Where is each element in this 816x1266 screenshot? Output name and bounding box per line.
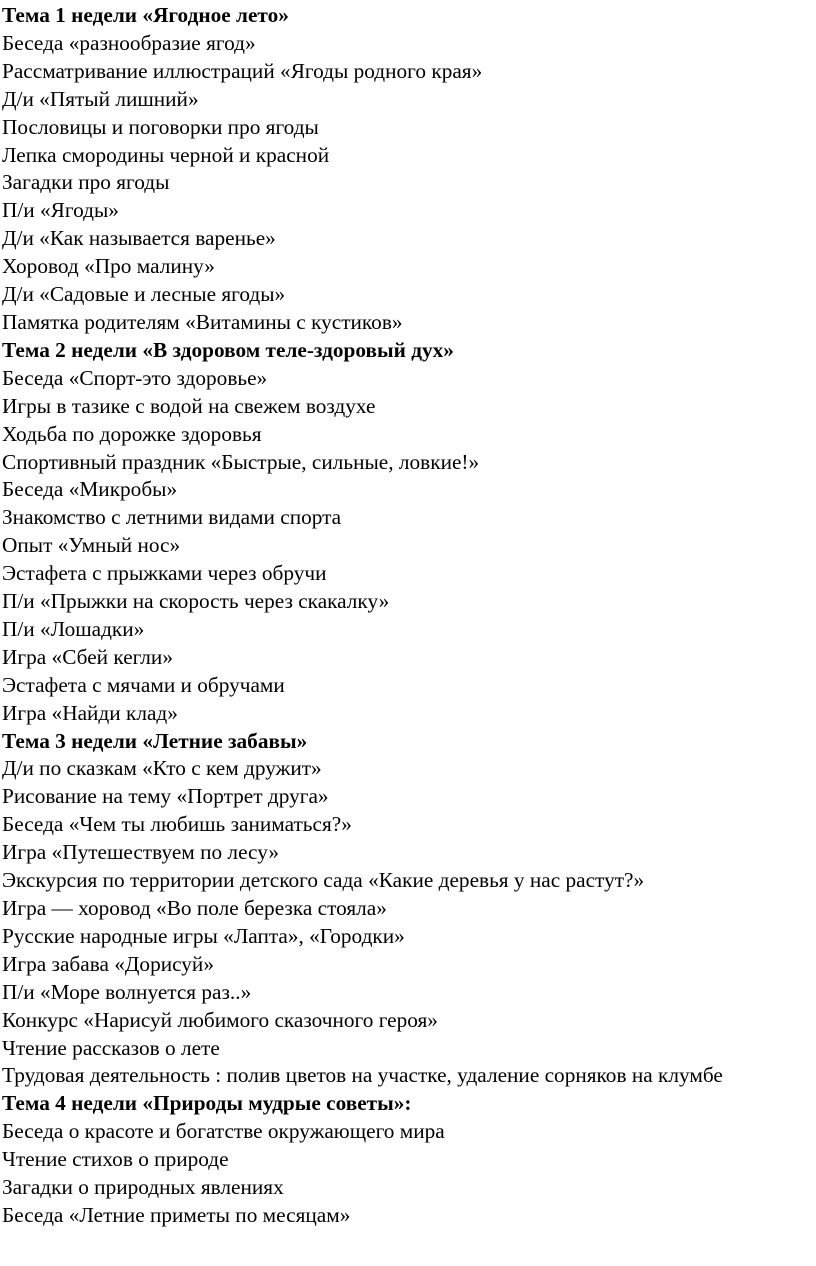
section-2-item-11: Игра «Сбей кегли»: [2, 644, 173, 669]
section-3-item-4: Игра «Путешествуем по лесу»: [2, 840, 280, 865]
section-2-item-1: Беседа «Спорт-это здоровье»: [2, 365, 268, 390]
section-3-item-3: Беседа «Чем ты любишь заниматься?»: [2, 812, 352, 837]
section-4-heading: Тема 4 недели «Природы мудрые советы»:: [2, 1091, 412, 1116]
section-2-item-7: Опыт «Умный нос»: [2, 533, 181, 558]
section-2-item-2: Игры в тазике с водой на свежем воздухе: [2, 393, 376, 418]
section-1-item-11: Памятка родителям «Витамины с кустиков»: [2, 309, 403, 334]
section-3-item-7: Русские народные игры «Лапта», «Городки»: [2, 923, 405, 948]
section-3-item-11: Чтение рассказов о лете: [2, 1035, 220, 1060]
section-1-item-3: Д/и «Пятый лишний»: [2, 86, 199, 111]
section-3-item-2: Рисование на тему «Портрет друга»: [2, 784, 329, 809]
section-4-item-1: Беседа о красоте и богатстве окружающего мира: [2, 1119, 445, 1144]
section-4-item-2: Чтение стихов о природе: [2, 1147, 229, 1172]
section-3-heading: Тема 3 недели «Летние забавы»: [2, 728, 308, 753]
section-3-item-9: П/и «Море волнуется раз..»: [2, 979, 252, 1004]
section-1-heading: Тема 1 недели «Ягодное лето»: [2, 3, 289, 27]
document-body: [2, 2, 814, 1230]
section-1-item-6: Загадки про ягоды: [2, 170, 170, 195]
section-2-item-13: Игра «Найди клад»: [2, 700, 178, 725]
section-2-item-10: П/и «Лошадки»: [2, 616, 145, 641]
section-3-item-8: Игра забава «Дорисуй»: [2, 951, 214, 976]
section-1-item-2: Рассматривание иллюстраций «Ягоды родного края»: [2, 58, 483, 83]
section-1-item-10: Д/и «Садовые и лесные ягоды»: [2, 282, 286, 307]
section-2-item-4: Спортивный праздник «Быстрые, сильные, ловкие!»: [2, 449, 480, 474]
section-2-item-8: Эстафета с прыжками через обручи: [2, 561, 327, 586]
section-1-item-4: Пословицы и поговорки про ягоды: [2, 114, 319, 139]
section-1-item-5: Лепка смородины черной и красной: [2, 142, 330, 167]
section-4-item-3: Загадки о природных явлениях: [2, 1175, 284, 1200]
section-2-item-6: Знакомство с летними видами спорта: [2, 505, 342, 530]
section-2-heading: Тема 2 недели «В здоровом теле-здоровый дух»: [2, 337, 454, 362]
section-4-item-4: Беседа «Летние приметы по месяцам»: [2, 1202, 351, 1227]
section-1-item-1: Беседа «разнообразие ягод»: [2, 30, 256, 55]
section-2-item-5: Беседа «Микробы»: [2, 477, 178, 502]
section-2-item-9: П/и «Прыжки на скорость через скакалку»: [2, 589, 390, 614]
section-3-item-12: Трудовая деятельность : полив цветов на участке, удаление сорняков на клумбе: [2, 1063, 723, 1088]
section-3-item-10: Конкурс «Нарисуй любимого сказочного героя»: [2, 1007, 438, 1032]
section-1-item-8: Д/и «Как называется варенье»: [2, 226, 276, 251]
section-3-item-1: Д/и по сказкам «Кто с кем дружит»: [2, 756, 322, 781]
section-3-item-6: Игра — хоровод «Во поле березка стояла»: [2, 896, 387, 920]
section-1-item-7: П/и «Ягоды»: [2, 198, 119, 223]
section-1-item-9: Хоровод «Про малину»: [2, 254, 215, 279]
section-2-item-3: Ходьба по дорожке здоровья: [2, 421, 262, 446]
section-2-item-12: Эстафета с мячами и обручами: [2, 672, 285, 697]
section-3-item-5: Экскурсия по территории детского сада «Какие деревья у нас растут?»: [2, 868, 645, 893]
